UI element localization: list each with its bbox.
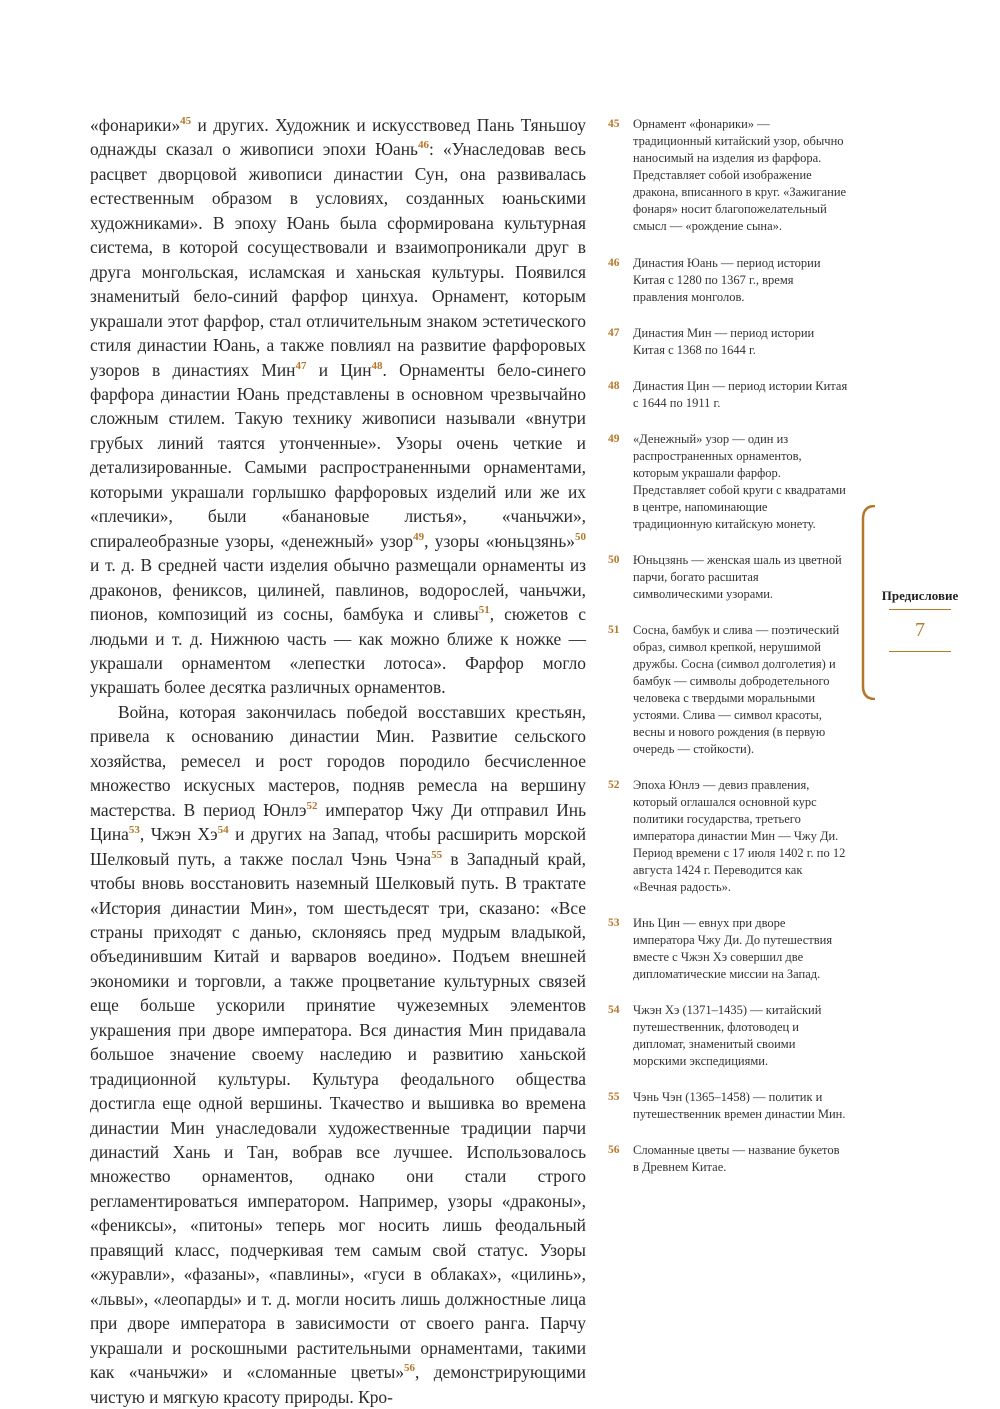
divider-bottom <box>889 651 951 652</box>
footnote-number: 48 <box>608 380 620 392</box>
footnote-reference[interactable]: 47 <box>295 359 307 372</box>
footnote-number: 52 <box>608 779 620 791</box>
footnote-text: Инь Цин — евнух при дворе императора Чжу Ди. До путешествия вместе с Чжэн Хэ совершил две дипломатические миссии на Запад. <box>633 916 833 981</box>
footnote-number: 53 <box>608 917 620 929</box>
footnote-text: Династия Мин — период истории Китая с 1368 по 1644 г. <box>633 326 815 357</box>
section-marker <box>860 505 960 700</box>
footnote-number: 45 <box>608 118 620 130</box>
footnote <box>608 777 848 896</box>
footnote-text: Династия Юань — период истории Китая с 1280 по 1367 г., время правления монголов. <box>633 256 821 304</box>
footnote <box>608 116 848 235</box>
footnote-reference[interactable]: 56 <box>404 1362 416 1375</box>
text-run: Война, которая закончилась победой восставших крестьян, привела к основанию династии Мин. Развитие сельского хозяйства, ремесел и рост городов породило бесчисленное множество искусных мастеров, подняв ремесла на вершину мастерства. В период Юнлэ <box>90 701 586 820</box>
footnotes-column <box>608 116 848 1176</box>
footnote <box>608 325 848 359</box>
text-run: и т. д. В средней части изделия обычно размещали орнаменты из драконов, фениксов, цилиней, павлинов, водорослей, чаньчжи, пионов, композиций из сосны, бамбука и сливы <box>90 555 586 625</box>
footnote-reference[interactable]: 53 <box>128 824 140 837</box>
footnote <box>608 1089 848 1123</box>
footnote-text: Юньцзянь — женская шаль из цветной парчи, богато расшитая символическими узорами. <box>633 553 842 601</box>
text-run: и Цин <box>306 359 372 380</box>
footnote-text: Династия Цин — период истории Китая с 1644 по 1911 г. <box>633 379 848 410</box>
footnote-number: 46 <box>608 257 620 269</box>
footnote-reference[interactable]: 49 <box>413 530 425 543</box>
footnote <box>608 622 848 758</box>
footnote-text: Чжэн Хэ (1371–1435) — китайский путешественник, флотоводец и дипломат, знаменитый своими морскими экспедициями. <box>633 1003 822 1068</box>
text-run: император Чжу Ди отправил Инь Цина <box>90 799 587 845</box>
footnote <box>608 1142 848 1176</box>
footnote-reference[interactable]: 51 <box>478 604 490 617</box>
text-run: , демонстрирующими чистую и мягкую красоту природы. Кро- <box>90 1362 586 1407</box>
footnote-reference[interactable]: 52 <box>306 799 318 812</box>
main-text <box>90 113 586 1409</box>
paragraph <box>90 700 586 1409</box>
footnote-reference[interactable]: 48 <box>371 359 383 372</box>
text-run: и других на Запад, чтобы расширить морской Шелковый путь, а также послал Чэнь Чэна <box>90 824 586 869</box>
footnote-text: Чэнь Чэн (1365–1458) — политик и путешественник времен династии Мин. <box>633 1090 846 1121</box>
footnote-reference[interactable]: 46 <box>417 139 429 152</box>
footnote <box>608 552 848 603</box>
paragraph <box>90 113 586 700</box>
footnote <box>608 1002 848 1070</box>
footnote-reference[interactable]: 55 <box>431 848 443 861</box>
footnote-number: 49 <box>608 433 620 445</box>
footnote-number: 47 <box>608 327 620 339</box>
footnote-text: Сломанные цветы — название букетов в Древнем Китае. <box>633 1143 840 1174</box>
footnote <box>608 255 848 306</box>
footnote <box>608 915 848 983</box>
footnote-number: 54 <box>608 1004 620 1016</box>
footnote-reference[interactable]: 54 <box>217 824 229 837</box>
divider-top <box>889 609 951 610</box>
footnote-number: 56 <box>608 1144 620 1156</box>
page-number: 7 <box>915 619 925 641</box>
text-run: . Орнаменты бело-синего фарфора династии Юань представлены в основном чрезвычайно сложным стилем. Такую технику живописи называли «внутри грубых линий таятся утонченные». Узоры очень четкие и детализированные. Самыми распространенными орнаментами, которыми украшали горлышко фарфоровых изделий или же их «плечики», были «банановые листья», «чаньчжи», спиралеобразные узоры, «денежный» узор <box>90 359 586 551</box>
text-run: , сюжетов с людьми и т. д. Нижнюю часть — как можно ближе к ножке — украшали орнаментом «лепестки лотоса». Фарфор могло украшать более десятка различных орнаментов. <box>90 604 586 698</box>
text-run: : «Унаследовав весь расцвет дворцовой живописи династии Сун, она развивалась естественным образом в условиях, созданных юаньскими художниками». В эпоху Юань была сформирована культурная система, в которой сосуществовали и взаимопроникали друг в друга монгольская, исламская и ханьская культуры. Появился знаменитый бело-синий фарфор цинхуа. Орнамент, которым украшали этот фарфор, стал отличительным знаком эстетического стиля династии Юань, а также повлиял на развитие фарфоровых узоров в династиях Мин <box>90 139 586 380</box>
footnote-reference[interactable]: 50 <box>575 530 586 543</box>
footnote-number: 51 <box>608 624 620 636</box>
footnote-text: Сосна, бамбук и слива — поэтический образ, символ крепкой, нерушимой дружбы. Сосна (символ долголетия) и бамбук — символы добродетельного человека с твердыми моральными устоями. Слива — символ красоты, весны и нового рождения (в первую очередь — стойкости). <box>633 623 840 756</box>
section-title: Предисловие <box>881 588 959 603</box>
footnote <box>608 378 848 412</box>
footnote-number: 55 <box>608 1091 620 1103</box>
text-run: , узоры «юньцзянь» <box>424 530 575 551</box>
text-run: «фонарики» <box>90 115 181 135</box>
footnote <box>608 431 848 533</box>
text-run: , Чжэн Хэ <box>139 824 218 845</box>
footnote-text: Орнамент «фонарики» — традиционный китайский узор, обычно наносимый на изделия из фарфора. Представляет собой изображение дракона, вписанного в круг. «Зажигание фонаря» носит благопожелательный смысл — «рождение сына». <box>633 117 847 233</box>
text-run: и других. Художник и искусствовед Пань Тяньшоу однажды сказал о живописи эпохи Юань <box>90 115 586 160</box>
footnote-text: «Денежный» узор — один из распространенных орнаментов, которым украшали фарфор. Представляет собой круги с квадратами в центре, напоминающие традиционную китайскую монету. <box>633 432 846 531</box>
footnote-number: 50 <box>608 554 620 566</box>
footnote-reference[interactable]: 45 <box>180 115 192 128</box>
footnote-text: Эпоха Юнлэ — девиз правления, который оглашался основной курс политики государства, третьего императора династии Мин — Чжу Ди. Период времени с 17 июля 1402 г. по 12 августа 1424 г. Переводится как «Вечная радость». <box>633 778 846 894</box>
text-run: в Западный край, чтобы вновь восстановить наземный Шелковый путь. В трактате «История династии Мин», том шестьдесят три, сказано: «Все страны приходят с данью, склоняясь пред мудрым владыкой, объединившим Китай и варваров воедино». Подъем внешней экономики и торговли, а также процветание культурных связей еще больше ускорили принятие чужеземных элементов украшения при дворе императора. Вся династия Мин придавала большое значение своему наследию и развитию ханьской традиционной культуры. Культура феодального общества достигла еще одной вершины. Ткачество и вышивка во времена династии Мин унаследовали художественные традиции парчи династий Хань и Тан, вобрав все лучшее. Использовалось множество орнаментов, однако они стали строго регламентироваться императором. Например, узоры «драконы», «фениксы», «питоны» теперь мог носить лишь феодальный правящий класс, подчеркивая тем самым свой статус. Узоры «журавли», «фазаны», «павлины», «гуси в облаках», «цилинь», «львы», «леопарды» и т. д. могли носить лишь должностные лица при дворе императора в зависимости от своего ранга. Парчу украшали и роскошными растительными орнаментами, такими как «чаньчжи» и «сломанные цветы» <box>90 848 586 1383</box>
